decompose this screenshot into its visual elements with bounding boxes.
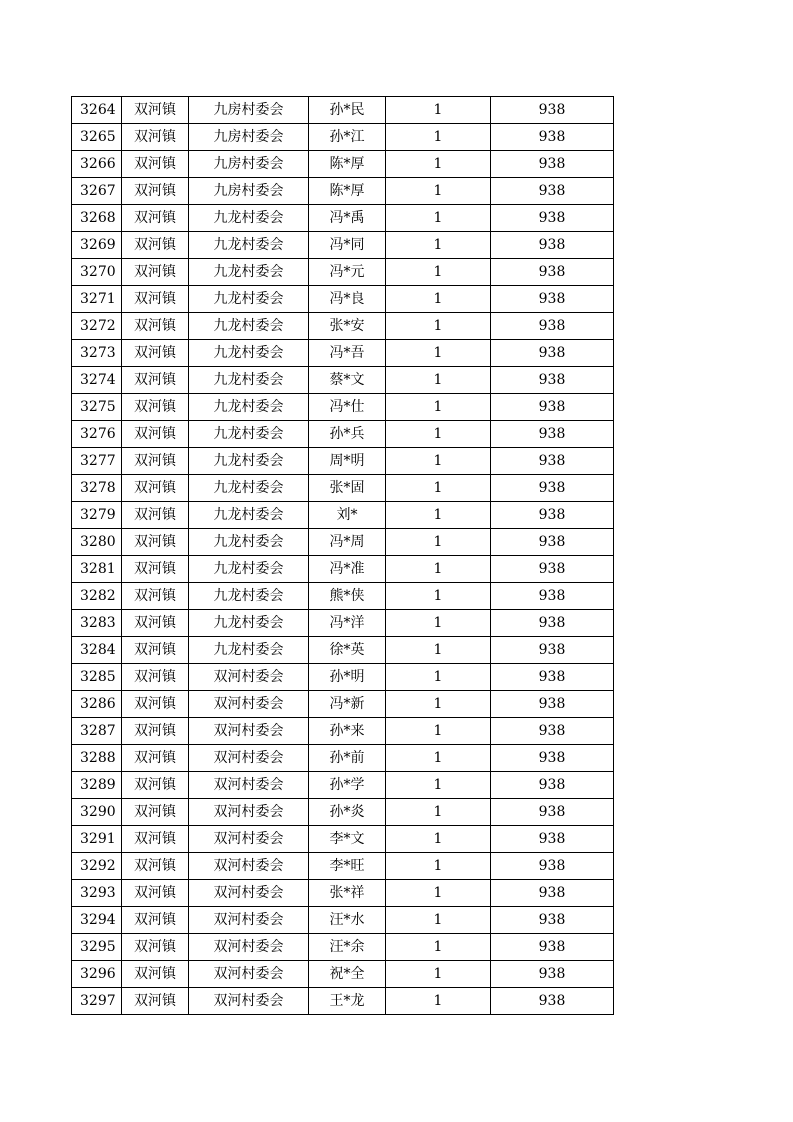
table-row bbox=[72, 961, 614, 988]
town-cell: 双河镇 bbox=[122, 124, 189, 151]
person-name-cell: 陈*厚 bbox=[309, 151, 386, 178]
amount-cell: 938 bbox=[491, 556, 614, 583]
village-committee-cell: 九房村委会 bbox=[189, 178, 309, 205]
serial-number-cell: 3296 bbox=[72, 961, 122, 988]
town-cell: 双河镇 bbox=[122, 610, 189, 637]
amount-cell: 938 bbox=[491, 826, 614, 853]
village-committee-cell: 九房村委会 bbox=[189, 124, 309, 151]
count-cell: 1 bbox=[386, 907, 491, 934]
person-name-cell: 孙*明 bbox=[309, 664, 386, 691]
serial-number-cell: 3286 bbox=[72, 691, 122, 718]
serial-number-cell: 3291 bbox=[72, 826, 122, 853]
village-committee-cell: 九房村委会 bbox=[189, 97, 309, 124]
village-committee-cell: 双河村委会 bbox=[189, 826, 309, 853]
serial-number-cell: 3269 bbox=[72, 232, 122, 259]
table-row bbox=[72, 178, 614, 205]
table-row bbox=[72, 232, 614, 259]
amount-cell: 938 bbox=[491, 502, 614, 529]
serial-number-cell: 3268 bbox=[72, 205, 122, 232]
table-row bbox=[72, 583, 614, 610]
town-cell: 双河镇 bbox=[122, 934, 189, 961]
count-cell: 1 bbox=[386, 556, 491, 583]
person-name-cell: 汪*余 bbox=[309, 934, 386, 961]
person-name-cell: 冯*准 bbox=[309, 556, 386, 583]
serial-number-cell: 3283 bbox=[72, 610, 122, 637]
village-committee-cell: 双河村委会 bbox=[189, 880, 309, 907]
count-cell: 1 bbox=[386, 475, 491, 502]
serial-number-cell: 3278 bbox=[72, 475, 122, 502]
count-cell: 1 bbox=[386, 340, 491, 367]
village-committee-cell: 九龙村委会 bbox=[189, 259, 309, 286]
amount-cell: 938 bbox=[491, 259, 614, 286]
village-committee-cell: 九龙村委会 bbox=[189, 421, 309, 448]
town-cell: 双河镇 bbox=[122, 205, 189, 232]
amount-cell: 938 bbox=[491, 988, 614, 1015]
table-body bbox=[72, 97, 614, 1015]
table-row bbox=[72, 610, 614, 637]
serial-number-cell: 3265 bbox=[72, 124, 122, 151]
person-name-cell: 张*固 bbox=[309, 475, 386, 502]
amount-cell: 938 bbox=[491, 934, 614, 961]
town-cell: 双河镇 bbox=[122, 718, 189, 745]
person-name-cell: 冯*良 bbox=[309, 286, 386, 313]
amount-cell: 938 bbox=[491, 178, 614, 205]
village-committee-cell: 双河村委会 bbox=[189, 934, 309, 961]
person-name-cell: 熊*侠 bbox=[309, 583, 386, 610]
village-committee-cell: 九龙村委会 bbox=[189, 610, 309, 637]
person-name-cell: 冯*元 bbox=[309, 259, 386, 286]
village-committee-cell: 九龙村委会 bbox=[189, 232, 309, 259]
table-row bbox=[72, 124, 614, 151]
table-row bbox=[72, 826, 614, 853]
serial-number-cell: 3292 bbox=[72, 853, 122, 880]
table-row bbox=[72, 988, 614, 1015]
person-name-cell: 李*旺 bbox=[309, 853, 386, 880]
person-name-cell: 蔡*文 bbox=[309, 367, 386, 394]
village-committee-cell: 九龙村委会 bbox=[189, 340, 309, 367]
amount-cell: 938 bbox=[491, 853, 614, 880]
beneficiary-table bbox=[71, 96, 614, 1015]
serial-number-cell: 3294 bbox=[72, 907, 122, 934]
amount-cell: 938 bbox=[491, 691, 614, 718]
amount-cell: 938 bbox=[491, 880, 614, 907]
count-cell: 1 bbox=[386, 259, 491, 286]
town-cell: 双河镇 bbox=[122, 799, 189, 826]
town-cell: 双河镇 bbox=[122, 502, 189, 529]
count-cell: 1 bbox=[386, 394, 491, 421]
village-committee-cell: 双河村委会 bbox=[189, 799, 309, 826]
table-row bbox=[72, 529, 614, 556]
person-name-cell: 孙*民 bbox=[309, 97, 386, 124]
serial-number-cell: 3276 bbox=[72, 421, 122, 448]
table-row bbox=[72, 313, 614, 340]
town-cell: 双河镇 bbox=[122, 826, 189, 853]
village-committee-cell: 双河村委会 bbox=[189, 664, 309, 691]
serial-number-cell: 3288 bbox=[72, 745, 122, 772]
count-cell: 1 bbox=[386, 583, 491, 610]
town-cell: 双河镇 bbox=[122, 691, 189, 718]
village-committee-cell: 九龙村委会 bbox=[189, 583, 309, 610]
town-cell: 双河镇 bbox=[122, 286, 189, 313]
amount-cell: 938 bbox=[491, 961, 614, 988]
town-cell: 双河镇 bbox=[122, 475, 189, 502]
town-cell: 双河镇 bbox=[122, 556, 189, 583]
town-cell: 双河镇 bbox=[122, 988, 189, 1015]
serial-number-cell: 3272 bbox=[72, 313, 122, 340]
village-committee-cell: 双河村委会 bbox=[189, 853, 309, 880]
serial-number-cell: 3266 bbox=[72, 151, 122, 178]
person-name-cell: 周*明 bbox=[309, 448, 386, 475]
village-committee-cell: 九龙村委会 bbox=[189, 475, 309, 502]
town-cell: 双河镇 bbox=[122, 178, 189, 205]
town-cell: 双河镇 bbox=[122, 664, 189, 691]
amount-cell: 938 bbox=[491, 232, 614, 259]
town-cell: 双河镇 bbox=[122, 853, 189, 880]
count-cell: 1 bbox=[386, 124, 491, 151]
person-name-cell: 孙*学 bbox=[309, 772, 386, 799]
person-name-cell: 陈*厚 bbox=[309, 178, 386, 205]
table-row bbox=[72, 907, 614, 934]
village-committee-cell: 九龙村委会 bbox=[189, 286, 309, 313]
amount-cell: 938 bbox=[491, 799, 614, 826]
table-row bbox=[72, 286, 614, 313]
serial-number-cell: 3295 bbox=[72, 934, 122, 961]
town-cell: 双河镇 bbox=[122, 448, 189, 475]
amount-cell: 938 bbox=[491, 97, 614, 124]
table-row bbox=[72, 664, 614, 691]
serial-number-cell: 3284 bbox=[72, 637, 122, 664]
person-name-cell: 王*龙 bbox=[309, 988, 386, 1015]
serial-number-cell: 3274 bbox=[72, 367, 122, 394]
village-committee-cell: 双河村委会 bbox=[189, 745, 309, 772]
amount-cell: 938 bbox=[491, 367, 614, 394]
village-committee-cell: 九房村委会 bbox=[189, 151, 309, 178]
serial-number-cell: 3271 bbox=[72, 286, 122, 313]
village-committee-cell: 双河村委会 bbox=[189, 988, 309, 1015]
amount-cell: 938 bbox=[491, 772, 614, 799]
count-cell: 1 bbox=[386, 988, 491, 1015]
town-cell: 双河镇 bbox=[122, 394, 189, 421]
serial-number-cell: 3290 bbox=[72, 799, 122, 826]
amount-cell: 938 bbox=[491, 286, 614, 313]
table-row bbox=[72, 502, 614, 529]
town-cell: 双河镇 bbox=[122, 880, 189, 907]
amount-cell: 938 bbox=[491, 745, 614, 772]
table-row bbox=[72, 718, 614, 745]
town-cell: 双河镇 bbox=[122, 367, 189, 394]
town-cell: 双河镇 bbox=[122, 907, 189, 934]
count-cell: 1 bbox=[386, 745, 491, 772]
amount-cell: 938 bbox=[491, 664, 614, 691]
person-name-cell: 冯*同 bbox=[309, 232, 386, 259]
town-cell: 双河镇 bbox=[122, 961, 189, 988]
count-cell: 1 bbox=[386, 502, 491, 529]
count-cell: 1 bbox=[386, 880, 491, 907]
count-cell: 1 bbox=[386, 799, 491, 826]
town-cell: 双河镇 bbox=[122, 745, 189, 772]
serial-number-cell: 3297 bbox=[72, 988, 122, 1015]
table-row bbox=[72, 394, 614, 421]
serial-number-cell: 3273 bbox=[72, 340, 122, 367]
serial-number-cell: 3275 bbox=[72, 394, 122, 421]
table-row bbox=[72, 151, 614, 178]
table-row bbox=[72, 799, 614, 826]
person-name-cell: 张*祥 bbox=[309, 880, 386, 907]
count-cell: 1 bbox=[386, 961, 491, 988]
count-cell: 1 bbox=[386, 448, 491, 475]
count-cell: 1 bbox=[386, 637, 491, 664]
count-cell: 1 bbox=[386, 313, 491, 340]
serial-number-cell: 3270 bbox=[72, 259, 122, 286]
count-cell: 1 bbox=[386, 934, 491, 961]
amount-cell: 938 bbox=[491, 394, 614, 421]
town-cell: 双河镇 bbox=[122, 313, 189, 340]
town-cell: 双河镇 bbox=[122, 232, 189, 259]
table-row bbox=[72, 853, 614, 880]
count-cell: 1 bbox=[386, 718, 491, 745]
table-row bbox=[72, 448, 614, 475]
amount-cell: 938 bbox=[491, 583, 614, 610]
person-name-cell: 李*文 bbox=[309, 826, 386, 853]
serial-number-cell: 3289 bbox=[72, 772, 122, 799]
town-cell: 双河镇 bbox=[122, 340, 189, 367]
amount-cell: 938 bbox=[491, 448, 614, 475]
amount-cell: 938 bbox=[491, 421, 614, 448]
table-row bbox=[72, 745, 614, 772]
person-name-cell: 张*安 bbox=[309, 313, 386, 340]
person-name-cell: 孙*前 bbox=[309, 745, 386, 772]
count-cell: 1 bbox=[386, 772, 491, 799]
village-committee-cell: 九龙村委会 bbox=[189, 637, 309, 664]
table-row bbox=[72, 880, 614, 907]
amount-cell: 938 bbox=[491, 124, 614, 151]
town-cell: 双河镇 bbox=[122, 772, 189, 799]
count-cell: 1 bbox=[386, 97, 491, 124]
amount-cell: 938 bbox=[491, 475, 614, 502]
count-cell: 1 bbox=[386, 610, 491, 637]
person-name-cell: 孙*兵 bbox=[309, 421, 386, 448]
village-committee-cell: 双河村委会 bbox=[189, 718, 309, 745]
serial-number-cell: 3279 bbox=[72, 502, 122, 529]
count-cell: 1 bbox=[386, 826, 491, 853]
village-committee-cell: 九龙村委会 bbox=[189, 448, 309, 475]
table-row bbox=[72, 691, 614, 718]
count-cell: 1 bbox=[386, 286, 491, 313]
serial-number-cell: 3282 bbox=[72, 583, 122, 610]
amount-cell: 938 bbox=[491, 610, 614, 637]
count-cell: 1 bbox=[386, 367, 491, 394]
serial-number-cell: 3277 bbox=[72, 448, 122, 475]
village-committee-cell: 九龙村委会 bbox=[189, 313, 309, 340]
person-name-cell: 汪*水 bbox=[309, 907, 386, 934]
person-name-cell: 冯*周 bbox=[309, 529, 386, 556]
town-cell: 双河镇 bbox=[122, 151, 189, 178]
table-row bbox=[72, 772, 614, 799]
person-name-cell: 冯*吾 bbox=[309, 340, 386, 367]
person-name-cell: 冯*洋 bbox=[309, 610, 386, 637]
table-row bbox=[72, 205, 614, 232]
village-committee-cell: 双河村委会 bbox=[189, 691, 309, 718]
town-cell: 双河镇 bbox=[122, 421, 189, 448]
person-name-cell: 孙*江 bbox=[309, 124, 386, 151]
amount-cell: 938 bbox=[491, 340, 614, 367]
count-cell: 1 bbox=[386, 232, 491, 259]
table-row bbox=[72, 367, 614, 394]
table-row bbox=[72, 556, 614, 583]
village-committee-cell: 双河村委会 bbox=[189, 907, 309, 934]
count-cell: 1 bbox=[386, 421, 491, 448]
village-committee-cell: 九龙村委会 bbox=[189, 394, 309, 421]
town-cell: 双河镇 bbox=[122, 259, 189, 286]
village-committee-cell: 九龙村委会 bbox=[189, 502, 309, 529]
amount-cell: 938 bbox=[491, 205, 614, 232]
village-committee-cell: 九龙村委会 bbox=[189, 556, 309, 583]
serial-number-cell: 3287 bbox=[72, 718, 122, 745]
town-cell: 双河镇 bbox=[122, 637, 189, 664]
table-row bbox=[72, 340, 614, 367]
count-cell: 1 bbox=[386, 853, 491, 880]
serial-number-cell: 3280 bbox=[72, 529, 122, 556]
serial-number-cell: 3293 bbox=[72, 880, 122, 907]
town-cell: 双河镇 bbox=[122, 583, 189, 610]
amount-cell: 938 bbox=[491, 151, 614, 178]
town-cell: 双河镇 bbox=[122, 97, 189, 124]
table-row bbox=[72, 97, 614, 124]
amount-cell: 938 bbox=[491, 637, 614, 664]
person-name-cell: 孙*炎 bbox=[309, 799, 386, 826]
amount-cell: 938 bbox=[491, 718, 614, 745]
count-cell: 1 bbox=[386, 205, 491, 232]
amount-cell: 938 bbox=[491, 529, 614, 556]
count-cell: 1 bbox=[386, 178, 491, 205]
table-row bbox=[72, 637, 614, 664]
table-row bbox=[72, 934, 614, 961]
person-name-cell: 刘* bbox=[309, 502, 386, 529]
person-name-cell: 冯*禹 bbox=[309, 205, 386, 232]
person-name-cell: 冯*仕 bbox=[309, 394, 386, 421]
town-cell: 双河镇 bbox=[122, 529, 189, 556]
count-cell: 1 bbox=[386, 151, 491, 178]
person-name-cell: 祝*全 bbox=[309, 961, 386, 988]
table-row bbox=[72, 475, 614, 502]
person-name-cell: 徐*英 bbox=[309, 637, 386, 664]
serial-number-cell: 3264 bbox=[72, 97, 122, 124]
village-committee-cell: 双河村委会 bbox=[189, 961, 309, 988]
amount-cell: 938 bbox=[491, 313, 614, 340]
person-name-cell: 冯*新 bbox=[309, 691, 386, 718]
count-cell: 1 bbox=[386, 664, 491, 691]
serial-number-cell: 3267 bbox=[72, 178, 122, 205]
table-row bbox=[72, 421, 614, 448]
serial-number-cell: 3281 bbox=[72, 556, 122, 583]
village-committee-cell: 双河村委会 bbox=[189, 772, 309, 799]
serial-number-cell: 3285 bbox=[72, 664, 122, 691]
count-cell: 1 bbox=[386, 691, 491, 718]
village-committee-cell: 九龙村委会 bbox=[189, 205, 309, 232]
village-committee-cell: 九龙村委会 bbox=[189, 529, 309, 556]
village-committee-cell: 九龙村委会 bbox=[189, 367, 309, 394]
person-name-cell: 孙*来 bbox=[309, 718, 386, 745]
count-cell: 1 bbox=[386, 529, 491, 556]
amount-cell: 938 bbox=[491, 907, 614, 934]
table-row bbox=[72, 259, 614, 286]
